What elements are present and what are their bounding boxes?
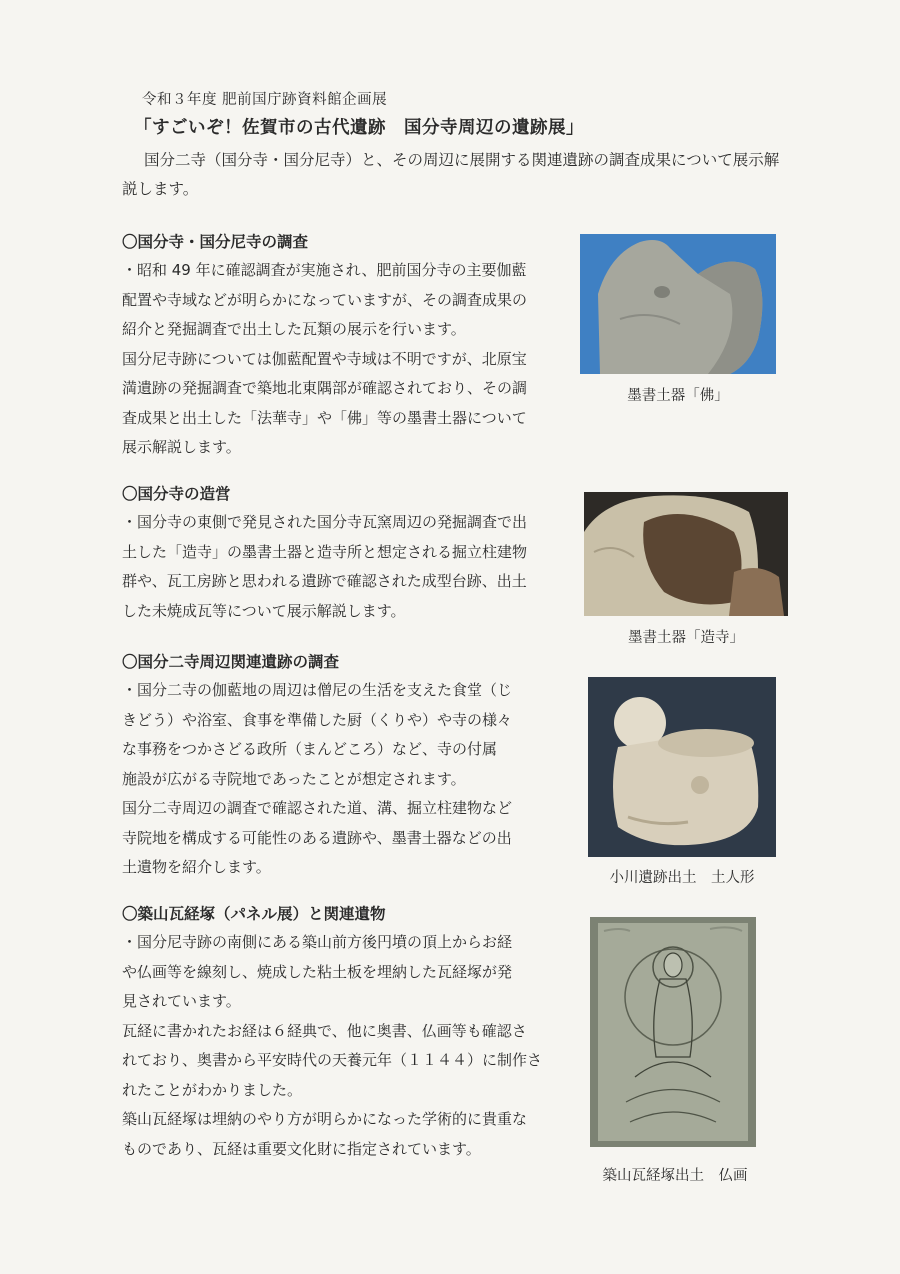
body-line: 国分尼寺跡については伽藍配置や寺域は不明ですが、北原宝 [122,349,527,368]
section-tsukiyama-tile-sutra [122,900,582,1164]
body-line: 国分二寺周辺の調査で確認された道、溝、掘立柱建物など [122,799,513,817]
inscribed-pottery-zouji-photo [584,492,788,616]
body-line: 満遺跡の発掘調査で築地北東隅部が確認されており、その調 [122,379,528,397]
body-line: れたことがわかりました。 [122,1080,303,1099]
exhibition-subtitle: 令和３年度 肥前国庁跡資料館企画展 [142,92,388,108]
body-line: 施設が広がる寺院地であったことが想定されます。 [122,769,466,788]
body-line: 土遺物を紹介します。 [122,858,271,876]
section-surrounding-sites [122,648,572,883]
body-line: ・昭和 49 年に確認調査が実施され、肥前国分寺の主要伽藍 [122,261,527,279]
section-heading: 〇国分寺・国分尼寺の調査 [122,233,309,251]
photo-caption: 墨書土器「佛」 [627,388,729,404]
section-body [122,676,572,883]
body-line: や仏画等を線刻し、焼成した粘土板を埋納した瓦経塚が発 [122,962,513,981]
inscribed-pottery-butsu-photo [580,234,776,374]
section-kokubunji-construction [122,480,572,626]
body-line: 配置や寺域などが明らかになっていますが、その調査成果の [122,290,528,309]
section-body [122,508,572,626]
body-line: 見されています。 [122,992,241,1010]
body-line: 紹介と発掘調査で出土した瓦類の展示を行います。 [122,320,466,338]
section-heading: 〇築山瓦経塚（パネル展）と関連遺物 [122,905,386,923]
section-body [122,256,572,463]
body-line: ・国分寺の東側で発見された国分寺瓦窯周辺の発掘調査で出 [122,513,528,531]
buddha-engraved-tile-photo [590,917,756,1147]
body-line: 瓦経に書かれたお経は６経典で、他に奥書、仏画等も確認さ [122,1021,527,1040]
body-line: した未焼成瓦等について展示解説します。 [122,601,406,620]
section-heading: 〇国分寺の造営 [122,485,231,503]
section-kokubunji-survey [122,228,572,463]
body-line: ものであり、瓦経は重要文化財に指定されています。 [122,1139,481,1158]
body-line: きどう）や浴室、食事を準備した厨（くりや）や寺の様々 [122,710,513,729]
photo-caption: 築山瓦経塚出土 仏画 [602,1168,748,1184]
body-line: ・国分尼寺跡の南側にある築山前方後円墳の頂上からお経 [122,933,513,951]
body-line: 群や、瓦工房跡と思われる遺跡で確認された成型台跡、出土 [122,572,527,590]
body-line: れており、奥書から平安時代の天養元年（１１４４）に制作さ [122,1051,543,1069]
intro-paragraph: 国分二寺（国分寺・国分尼寺）と、その周辺に展開する関連遺跡の調査成果について展示解説します。 [122,151,780,198]
exhibition-title: 「すごいぞ！佐賀市の古代遺跡 国分寺周辺の遺跡展」 [134,118,584,138]
clay-figurine-photo [588,677,776,857]
body-line: ・国分二寺の伽藍地の周辺は僧尼の生活を支えた食堂（じ [122,681,513,699]
body-line: 築山瓦経塚は埋納のやり方が明らかになった学術的に貴重な [122,1110,528,1128]
body-line: 土した「造寺」の墨書土器と造寺所と想定される掘立柱建物 [122,542,528,561]
body-line: 展示解説します。 [122,438,241,456]
photo-caption: 小川遺跡出土 土人形 [609,870,755,886]
section-heading: 〇国分二寺周辺関連遺跡の調査 [122,653,340,671]
body-line: 寺院地を構成する可能性のある遺跡や、墨書土器などの出 [122,828,512,847]
body-line: な事務をつかさどる政所（まんどころ）など、寺の付属 [122,740,498,758]
photo-caption: 墨書土器「造寺」 [628,630,744,646]
section-body [122,928,582,1164]
body-line: 査成果と出土した「法華寺」や「佛」等の墨書土器について [122,408,527,427]
